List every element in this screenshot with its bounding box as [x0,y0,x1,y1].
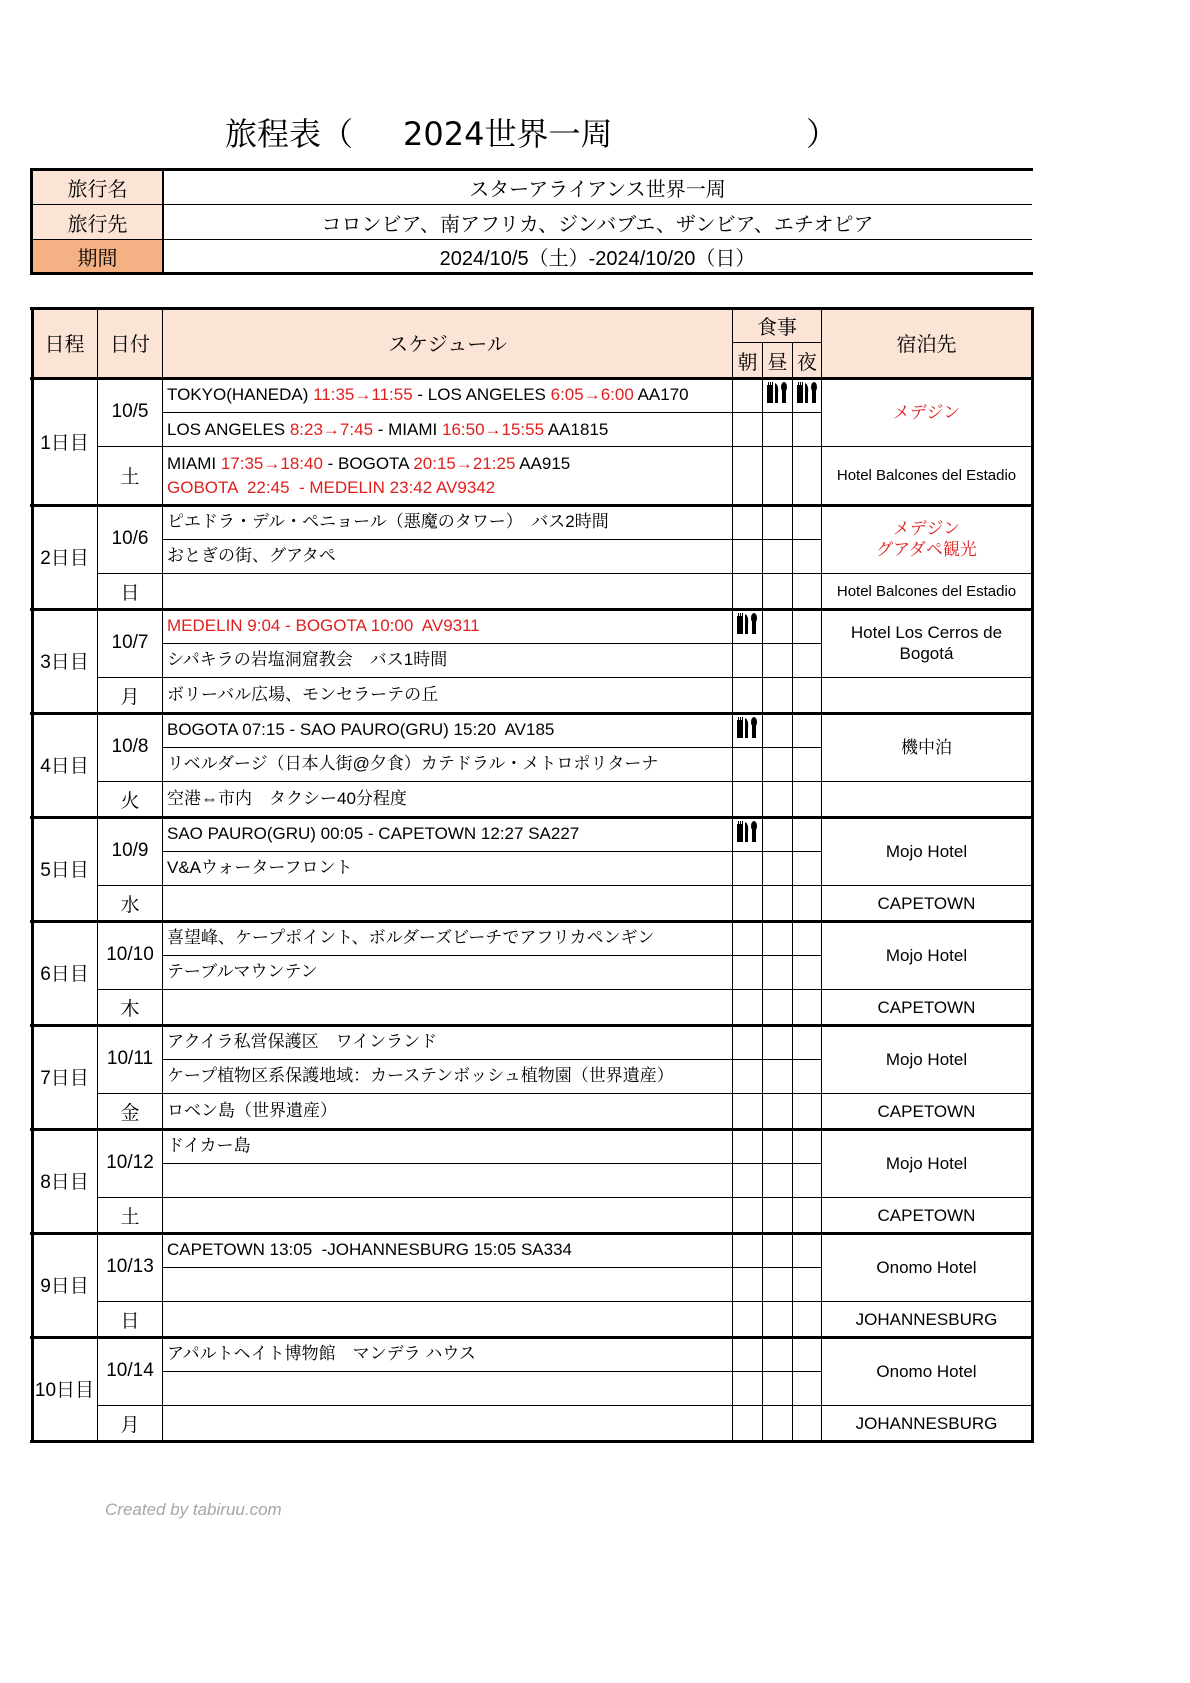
meal-cell-dinner [793,378,822,413]
day-number: 2日目 [32,505,98,609]
meal-cell-dinner [793,1164,822,1199]
info-column-divider [162,168,164,275]
day-date: 10/7 [98,609,163,678]
meal-cell-breakfast [733,817,763,852]
day-date: 10/9 [98,817,163,886]
meal-cell-dinner [793,817,822,852]
cutlery-icon [796,381,818,405]
meal-cell-lunch [763,1094,793,1129]
schedule-line [167,752,732,776]
info-label-period: 期間 [32,240,163,273]
meal-cell-breakfast [733,748,763,783]
schedule-text-segment: ボリーバル広場、モンセラーテの丘 [167,685,439,704]
meal-cell-breakfast [733,1129,763,1164]
meal-cell-lunch [763,886,793,921]
info-bottom-border [30,272,1033,275]
day-weekday: 金 [98,1094,163,1129]
stay-place [822,921,1032,990]
stay-place-line: Mojo Hotel [885,1153,968,1173]
meal-cell-lunch [763,505,793,540]
schedule-text-segment: テーブルマウンテン [167,962,318,982]
stay-city: JOHANNESBURG [822,1406,1032,1441]
schedule-text-segment: - LOS ANGELES [412,385,551,404]
schedule-row [163,990,733,1025]
schedule-text-segment: - MIAMI [373,419,442,439]
day-date: 10/6 [98,505,163,574]
schedule-text-segment: AA915 [515,453,571,473]
meal-cell-breakfast [733,1094,763,1129]
meal-cell-lunch [763,1164,793,1199]
meal-cell-lunch [763,644,793,679]
schedule-line [167,1134,732,1158]
schedule-text-segment: SAO PAURO(GRU) 00:05 - CAPETOWN 12:27 SA227 [167,823,580,843]
meal-cell-breakfast [733,1025,763,1060]
meal-cell-lunch [763,574,793,609]
meal-cell-lunch [763,990,793,1025]
day-date: 10/13 [98,1233,163,1302]
schedule-text-segment: アクイラ私営保護区 ワインランド [167,1031,438,1051]
meal-cell-breakfast [733,990,763,1025]
meal-cell-lunch [763,413,793,447]
schedule-text-segment: ドイカー島 [167,1135,251,1155]
day-weekday: 日 [98,1302,163,1337]
schedule-line [167,1342,732,1366]
schedule-row [163,921,733,956]
header-stay: 宿泊先 [822,308,1032,378]
cutlery-icon [736,612,758,636]
schedule-text-segment: 喜望峰、ケープポイント、ボルダーズビーチでアフリカペンギン [167,927,655,947]
schedule-row [163,1094,733,1129]
schedule-row [163,1129,733,1164]
meal-cell-lunch [763,1129,793,1164]
day-number: 7日目 [32,1025,98,1129]
stay-city: CAPETOWN [822,1198,1032,1233]
day-weekday: 土 [98,1198,163,1233]
table-right-border [1031,307,1034,1443]
schedule-time-segment: 20:15→21:25 [413,453,516,473]
stay-city: JOHANNESBURG [822,1302,1032,1337]
schedule-row [163,447,733,505]
day-weekday: 火 [98,782,163,817]
meal-cell-lunch [763,748,793,783]
schedule-text-segment: BOGOTA 07:15 - SAO PAURO(GRU) 15:20 AV185 [167,719,555,739]
meal-cell-dinner [793,540,822,575]
meal-cell-dinner [793,748,822,783]
stay-place [822,1129,1032,1198]
schedule-row [163,413,733,447]
meal-cell-breakfast [733,678,763,713]
stay-city: CAPETOWN [822,1094,1032,1129]
day-block-border [30,1232,1034,1235]
day-number: 3日目 [32,609,98,713]
schedule-text-segment: ピエドラ・デル・ペニョール（悪魔のタワー） バス2時間 [167,511,609,531]
meal-cell-breakfast [733,644,763,679]
schedule-time-segment: 17:35→18:40 [220,453,323,473]
stay-place-line: Hotel Los Cerros de [850,623,1003,642]
stay-place [822,505,1032,574]
meal-cell-breakfast [733,1337,763,1372]
info-left-border [30,168,33,275]
meal-cell-breakfast [733,1372,763,1407]
schedule-row [163,1060,733,1095]
schedule-line [167,822,732,846]
header-date: 日付 [98,308,163,378]
stay-city [822,782,1032,817]
schedule-text-segment: TOKYO(HANEDA) [167,385,314,404]
meal-cell-lunch [763,956,793,991]
day-block-border [30,816,1034,819]
day-block-border [30,1128,1034,1131]
day-number: 4日目 [32,713,98,817]
meal-cell-breakfast [733,1268,763,1303]
meal-cell-lunch [763,678,793,713]
meal-cell-lunch [763,852,793,887]
cutlery-icon [766,381,788,405]
schedule-row [163,574,733,609]
schedule-line [167,383,732,407]
day-date: 10/14 [98,1337,163,1406]
day-block-border [30,1336,1034,1339]
day-block-border [30,377,1034,380]
day-block-border [30,504,1034,507]
schedule-time-segment: 16:50→15:55 [441,419,545,439]
meal-cell-breakfast [733,852,763,887]
meal-cell-lunch [763,1198,793,1233]
schedule-text-segment: ケープ植物区系保護地域：カーステンボッシュ植物園（世界遺産） [167,1066,674,1086]
header-meals: 食事 [733,308,822,343]
schedule-line [167,683,732,707]
day-block-border [30,608,1034,611]
stay-place-line: Bogotá [899,644,954,663]
schedule-line [167,418,732,442]
schedule-time-segment: 6:05→6:00 [550,385,634,404]
meal-cell-dinner [793,644,822,679]
cutlery-icon [736,820,758,844]
schedule-text-segment: AA170 [633,385,689,404]
schedule-time-segment: MEDELIN 9:04 - BOGOTA 10:00 AV9311 [167,615,480,635]
meal-cell-lunch [763,378,793,413]
meal-cell-dinner [793,713,822,748]
meal-cell-lunch [763,540,793,575]
day-weekday: 日 [98,574,163,609]
meal-cell-lunch [763,1337,793,1372]
meal-cell-dinner [793,1198,822,1233]
meal-cell-lunch [763,1233,793,1268]
schedule-line [167,718,732,742]
header-schedule: スケジュール [163,308,733,378]
day-number: 1日目 [32,378,98,505]
schedule-row [163,748,733,783]
meal-cell-dinner [793,1129,822,1164]
info-top-border [30,168,1033,171]
day-weekday: 土 [98,447,163,505]
schedule-line [167,856,732,880]
page-title: 2024世界一周 [403,115,613,153]
schedule-text-segment: LOS ANGELES [167,419,290,439]
stay-city [822,678,1032,713]
schedule-line [167,1030,732,1054]
meal-cell-dinner [793,1406,822,1441]
stay-place [822,817,1032,886]
schedule-line [167,1099,732,1123]
schedule-line [167,1238,732,1262]
meal-cell-breakfast [733,886,763,921]
meal-cell-dinner [793,852,822,887]
schedule-row [163,1198,733,1233]
meal-cell-dinner [793,921,822,956]
meal-cell-dinner [793,956,822,991]
day-number: 8日目 [32,1129,98,1233]
schedule-text-segment: リベルダージ（日本人街@夕食）カテドラル・メトロポリターナ [167,754,659,774]
schedule-text-segment: AA1815 [544,419,609,439]
info-value-destination: コロンビア、南アフリカ、ジンバブエ、ザンビア、エチオピア [321,214,874,236]
meal-cell-dinner [793,609,822,644]
meal-cell-lunch [763,609,793,644]
meal-cell-lunch [763,1302,793,1337]
meal-cell-breakfast [733,1198,763,1233]
stay-place [822,713,1032,782]
meal-cell-breakfast [733,447,763,505]
meal-cell-dinner [793,1268,822,1303]
day-number: 10日目 [32,1337,98,1441]
meal-cell-dinner [793,1233,822,1268]
meal-cell-dinner [793,447,822,505]
schedule-text-segment: ロベン島（世界遺産） [167,1101,337,1120]
info-value-trip-name: スターアライアンス世界一周 [469,179,726,201]
schedule-line [167,452,732,476]
meal-cell-breakfast [733,1302,763,1337]
meal-cell-breakfast [733,1406,763,1441]
schedule-line [167,926,732,950]
day-weekday: 月 [98,678,163,713]
schedule-row [163,540,733,575]
schedule-row [163,505,733,540]
schedule-row [163,713,733,748]
schedule-line [167,787,732,811]
meal-cell-dinner [793,505,822,540]
stay-place-line: グアダペ観光 [876,540,977,559]
meal-cell-lunch [763,447,793,505]
schedule-row [163,1233,733,1268]
meal-cell-dinner [793,413,822,447]
meal-cell-breakfast [733,609,763,644]
info-divider [32,204,1032,205]
day-block-border [30,1024,1034,1027]
meal-cell-lunch [763,1268,793,1303]
schedule-row [163,1337,733,1372]
stay-city: Hotel Balcones del Estadio [822,447,1032,505]
schedule-text-segment: シパキラの岩塩洞窟教会 バス1時間 [167,650,448,670]
meal-cell-lunch [763,1406,793,1441]
schedule-row [163,1025,733,1060]
meal-cell-breakfast [733,921,763,956]
meal-cell-breakfast [733,378,763,413]
stay-city: CAPETOWN [822,990,1032,1025]
meal-cell-lunch [763,1060,793,1095]
schedule-text-segment: アパルトヘイト博物館 マンデラ ハウス [167,1343,476,1363]
day-number: 9日目 [32,1233,98,1337]
meal-cell-dinner [793,1372,822,1407]
meal-cell-dinner [793,1025,822,1060]
day-date: 10/12 [98,1129,163,1198]
schedule-row [163,817,733,852]
stay-place-line: Mojo Hotel [885,1049,968,1069]
schedule-text-segment: MIAMI [167,453,221,473]
schedule-line [167,476,732,500]
schedule-text-segment: 空港⇔市内 タクシー40分程度 [167,789,407,808]
schedule-row [163,1268,733,1303]
info-divider [32,239,1032,240]
stay-place-line: Onomo Hotel [876,1361,977,1381]
stay-place-line: Mojo Hotel [885,945,968,965]
table-bottom-border [30,1440,1034,1443]
header-day: 日程 [32,308,98,378]
meal-cell-dinner [793,574,822,609]
schedule-time-segment: GOBOTA 22:45 - MEDELIN 23:42 AV9342 [167,477,496,497]
day-block-border [30,712,1034,715]
meal-cell-dinner [793,886,822,921]
stay-city: CAPETOWN [822,886,1032,921]
meal-cell-breakfast [733,574,763,609]
schedule-line [167,960,732,984]
schedule-row [163,782,733,817]
meal-cell-breakfast [733,413,763,447]
meal-cell-breakfast [733,1233,763,1268]
header-lunch: 昼 [763,343,793,378]
title-suffix: ） [806,115,839,153]
meal-cell-lunch [763,817,793,852]
stay-place [822,378,1032,447]
schedule-row [163,1164,733,1199]
day-date: 10/5 [98,378,163,447]
schedule-row [163,956,733,991]
footer-credit: Created by tabiruu.com [105,1500,282,1519]
meal-cell-dinner [793,678,822,713]
meal-cell-lunch [763,782,793,817]
meal-cell-lunch [763,1372,793,1407]
schedule-row [163,1372,733,1407]
schedule-text-segment: おとぎの街、グアタペ [167,546,336,566]
day-weekday: 月 [98,1406,163,1441]
header-dinner: 夜 [793,343,822,378]
meal-cell-breakfast [733,713,763,748]
schedule-line [167,510,732,534]
meal-cell-dinner [793,1094,822,1129]
info-label-destination: 旅行先 [32,205,163,240]
title-prefix: 旅程表（ [225,115,354,153]
meal-cell-lunch [763,713,793,748]
schedule-row [163,678,733,713]
schedule-line [167,614,732,638]
schedule-row [163,886,733,921]
meal-cell-dinner [793,1302,822,1337]
meal-cell-breakfast [733,505,763,540]
meal-cell-dinner [793,1060,822,1095]
info-label-trip-name: 旅行名 [32,170,163,205]
meal-cell-dinner [793,782,822,817]
table-top-border [30,307,1034,310]
info-value-period: 2024/10/5（土）-2024/10/20（日） [439,248,756,270]
day-block-border [30,920,1034,923]
meal-cell-breakfast [733,1164,763,1199]
schedule-row [163,1302,733,1337]
day-weekday: 木 [98,990,163,1025]
table-left-border [31,307,34,1443]
stay-place [822,1337,1032,1406]
day-date: 10/10 [98,921,163,990]
day-number: 6日目 [32,921,98,1025]
schedule-text-segment: CAPETOWN 13:05 -JOHANNESBURG 15:05 SA334 [167,1239,573,1259]
day-weekday: 水 [98,886,163,921]
schedule-time-segment: 11:35→11:55 [313,385,413,404]
stay-place-line: メデジン [892,519,961,538]
stay-place-line: Mojo Hotel [885,841,968,861]
schedule-text-segment: - BOGOTA [322,453,414,473]
schedule-row [163,609,733,644]
schedule-time-segment: 8:23→7:45 [289,419,374,439]
stay-city: Hotel Balcones del Estadio [822,574,1032,609]
schedule-text-segment: V&Aウォーターフロント [167,858,353,878]
meal-cell-dinner [793,1337,822,1372]
day-date: 10/11 [98,1025,163,1094]
schedule-row [163,852,733,887]
meal-cell-lunch [763,1025,793,1060]
cutlery-icon [736,716,758,740]
day-date: 10/8 [98,713,163,782]
meal-cell-breakfast [733,1060,763,1095]
schedule-row [163,378,733,413]
stay-place [822,609,1032,678]
meal-cell-breakfast [733,540,763,575]
stay-place-line: Onomo Hotel [876,1257,977,1277]
meal-cell-lunch [763,921,793,956]
header-breakfast: 朝 [733,343,763,378]
meal-cell-dinner [793,990,822,1025]
schedule-line [167,544,732,568]
day-number: 5日目 [32,817,98,921]
stay-place-line: 機中泊 [901,737,952,757]
meal-cell-breakfast [733,956,763,991]
schedule-line [167,648,732,672]
stay-place-line: メデジン [892,402,961,422]
meal-cell-breakfast [733,782,763,817]
stay-place [822,1233,1032,1302]
schedule-line [167,1064,732,1088]
schedule-row [163,1406,733,1441]
stay-place [822,1025,1032,1094]
schedule-row [163,644,733,679]
